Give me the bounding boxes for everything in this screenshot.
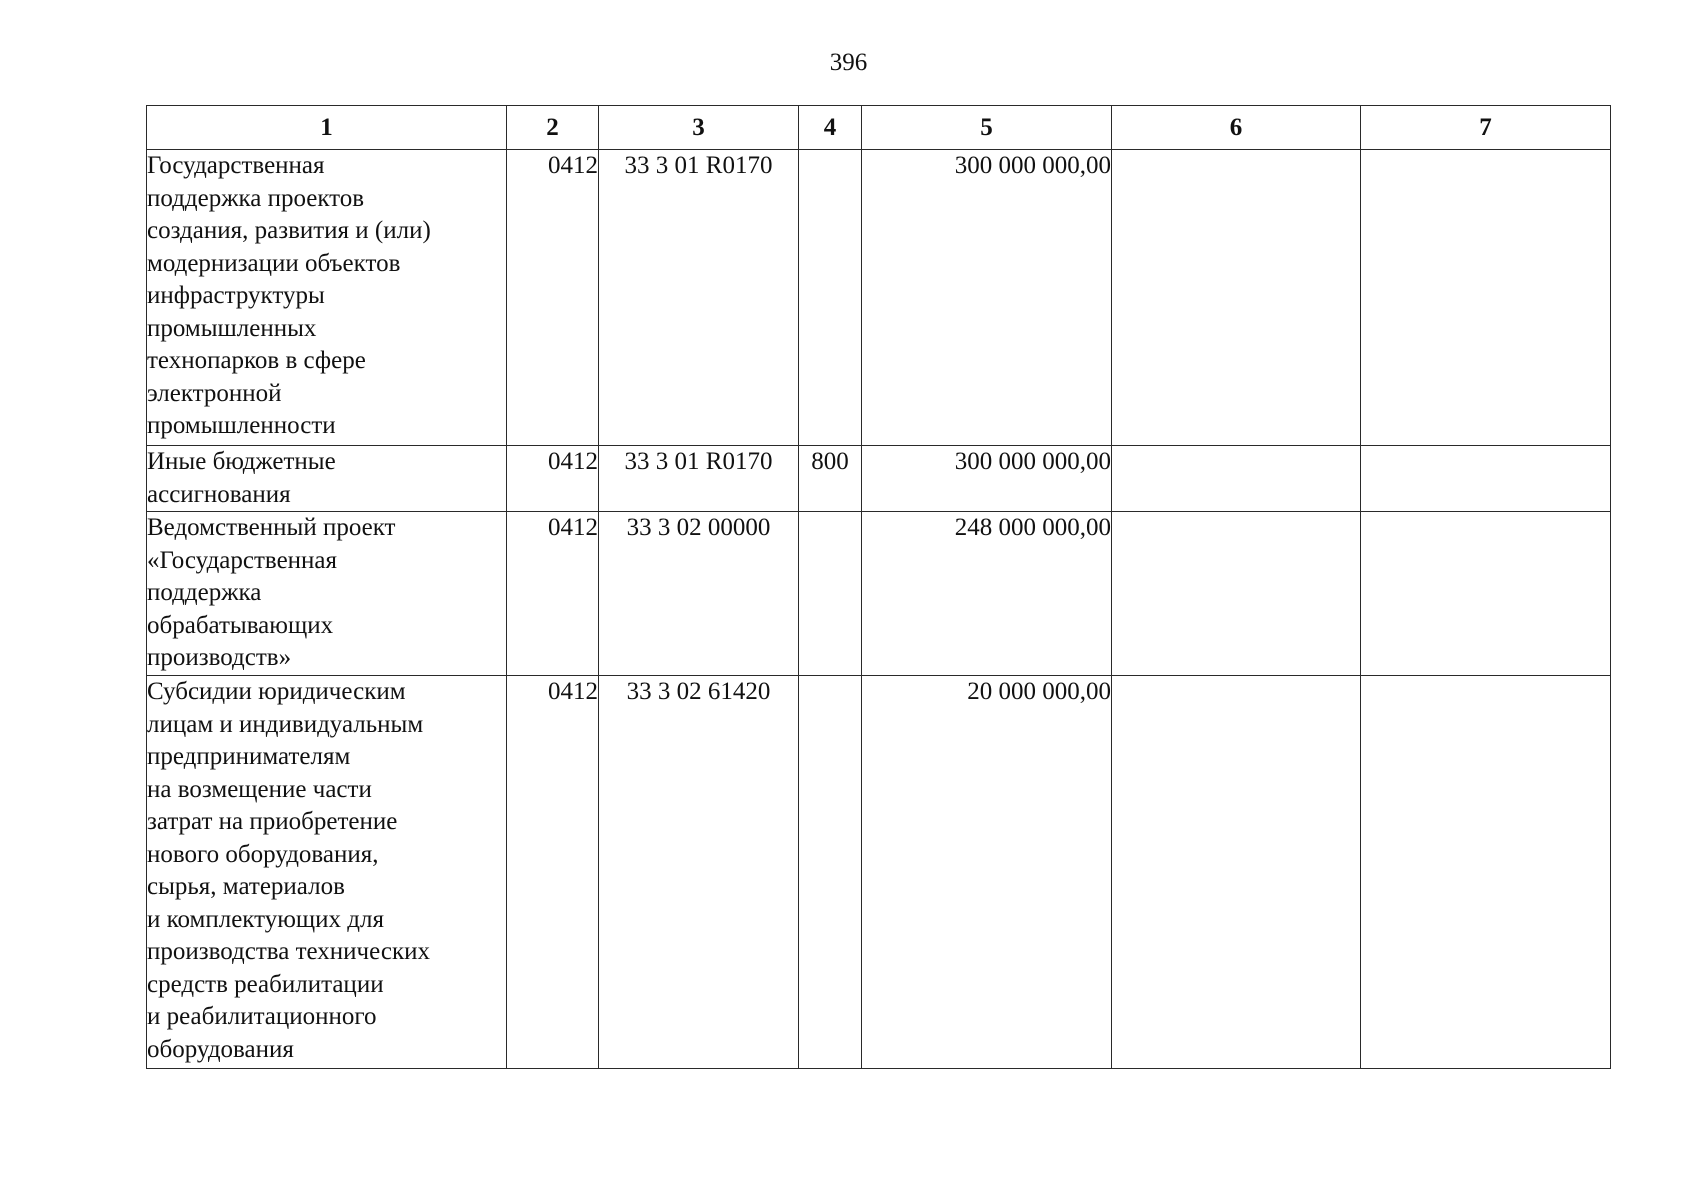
column-header-2: 2 <box>507 106 599 150</box>
column-header-1: 1 <box>147 106 507 150</box>
column-header-4: 4 <box>799 106 862 150</box>
table-row <box>147 676 1611 1069</box>
target-article-cell: 33 3 01 R0170 <box>599 446 799 512</box>
table-header-row <box>147 106 1611 150</box>
target-article-cell: 33 3 01 R0170 <box>599 150 799 446</box>
budget-table <box>146 105 1611 1069</box>
column-header-3: 3 <box>599 106 799 150</box>
column-6-cell <box>1112 676 1361 1069</box>
amount-cell: 300 000 000,00 <box>862 446 1112 512</box>
page-number: 396 <box>829 49 868 76</box>
table-row <box>147 446 1611 512</box>
column-7-cell <box>1361 446 1611 512</box>
column-6-cell <box>1112 446 1361 512</box>
section-code-cell: 0412 <box>507 150 599 446</box>
expense-type-cell: 800 <box>799 446 862 512</box>
row-name-cell: Иные бюджетные ассигнования <box>147 446 507 512</box>
column-header-7: 7 <box>1361 106 1611 150</box>
expense-type-cell <box>799 676 862 1069</box>
column-6-cell <box>1112 150 1361 446</box>
column-6-cell <box>1112 512 1361 676</box>
expense-type-cell <box>799 150 862 446</box>
amount-cell: 20 000 000,00 <box>862 676 1112 1069</box>
row-name-cell: Государственная поддержка проектов создания, развития и (или) модернизации объектов инфраструктуры промышленных технопарков в сфере электронной промышленности <box>147 150 507 446</box>
column-7-cell <box>1361 150 1611 446</box>
column-7-cell <box>1361 676 1611 1069</box>
amount-cell: 300 000 000,00 <box>862 150 1112 446</box>
section-code-cell: 0412 <box>507 446 599 512</box>
expense-type-cell <box>799 512 862 676</box>
target-article-cell: 33 3 02 61420 <box>599 676 799 1069</box>
amount-cell: 248 000 000,00 <box>862 512 1112 676</box>
column-header-6: 6 <box>1112 106 1361 150</box>
row-name-cell: Субсидии юридическим лицам и индивидуальным предпринимателям на возмещение части затрат на приобретение нового оборудования, сырья, материалов и комплектующих для производства технических средств реабилитации и реабилитационного оборудования <box>147 676 507 1069</box>
column-7-cell <box>1361 512 1611 676</box>
target-article-cell: 33 3 02 00000 <box>599 512 799 676</box>
section-code-cell: 0412 <box>507 676 599 1069</box>
table-row <box>147 512 1611 676</box>
table-row <box>147 150 1611 446</box>
column-header-5: 5 <box>862 106 1112 150</box>
row-name-cell: Ведомственный проект «Государственная поддержка обрабатывающих производств» <box>147 512 507 676</box>
section-code-cell: 0412 <box>507 512 599 676</box>
